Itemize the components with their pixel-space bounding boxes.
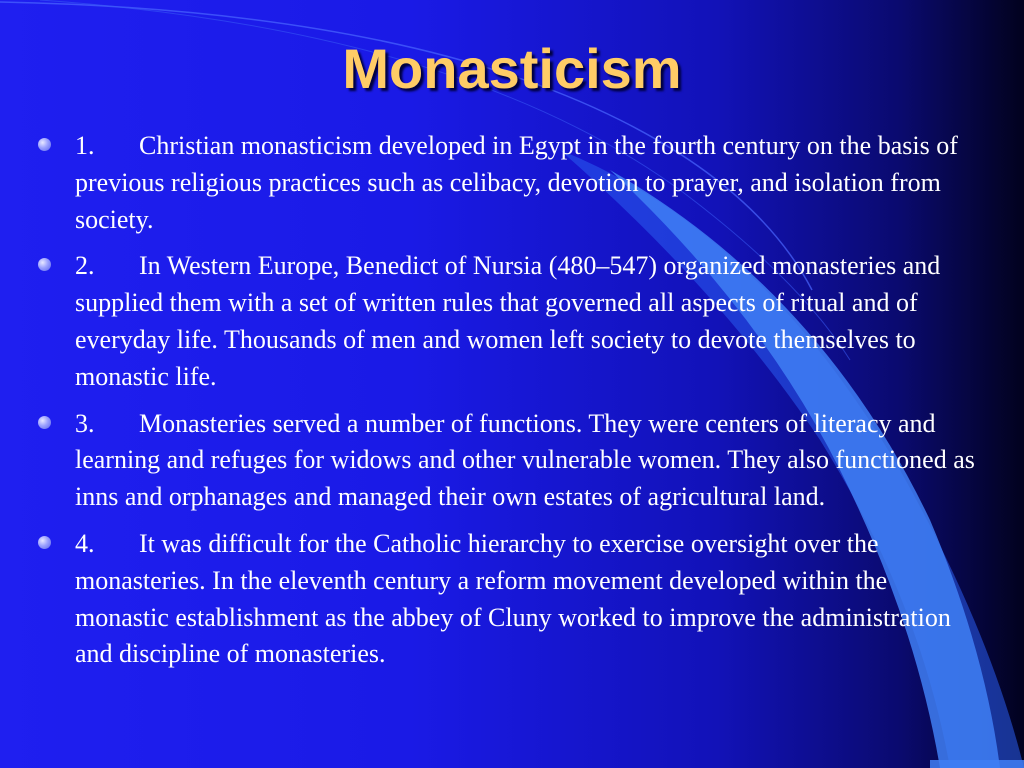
bullet-list (36, 128, 986, 683)
item-text: Christian monasticism developed in Egypt in the fourth century on the basis of previous religious practices such as celibacy, devotion to prayer, and isolation from society. (75, 131, 958, 234)
item-number: 3. (75, 408, 95, 438)
bullet-dot-icon (38, 138, 51, 151)
bullet-dot-icon (38, 258, 51, 271)
list-item (36, 406, 986, 516)
bullet-dot-icon (38, 416, 51, 429)
item-text: Monasteries served a number of functions. They were centers of literacy and learning and refuges for widows and other vulnerable women. They also functioned as inns and orphanages and managed their own estates of agricultural land. (75, 408, 975, 512)
item-text: It was difficult for the Catholic hierarchy to exercise oversight over the monasteries. In the eleventh century a reform movement developed within the monastic establishment as the abbey of Cluny worked to improve the administration and discipline of monasteries. (75, 528, 951, 669)
item-number: 4. (75, 528, 95, 558)
item-text: In Western Europe, Benedict of Nursia (480–547) organized monasteries and supplied them with a set of written rules that governed all aspects of ritual and of everyday life. Thousands of men and women left society to devote themselves to monastic life. (75, 251, 941, 391)
item-number: 1. (75, 131, 95, 160)
list-item (36, 128, 986, 238)
bullet-dot-icon (38, 536, 51, 549)
list-item (36, 526, 986, 673)
list-item (36, 248, 986, 395)
slide-title: Monasticism (342, 37, 682, 100)
item-number: 2. (75, 251, 95, 281)
